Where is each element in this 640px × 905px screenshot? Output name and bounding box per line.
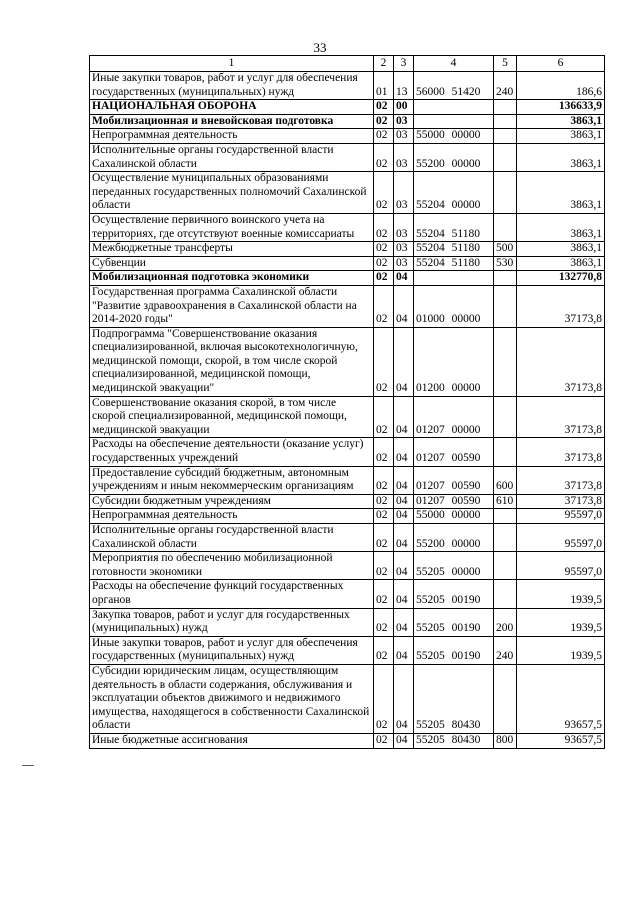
row-subsection-cell: 03 <box>394 213 414 241</box>
row-name-cell: Исполнительные органы государственной власти Сахалинской области <box>90 524 374 552</box>
row-subsection-cell: 04 <box>394 271 414 286</box>
row-section-cell: 02 <box>374 242 394 257</box>
row-subsection-cell: 04 <box>394 509 414 524</box>
row-type-cell <box>494 213 517 241</box>
row-name-cell: Субсидии бюджетным учреждениям <box>90 494 374 509</box>
row-code-cell: 55204 51180 <box>414 256 494 271</box>
row-type-cell: 240 <box>494 72 517 100</box>
table-row <box>90 72 605 100</box>
table-row <box>90 172 605 214</box>
margin-mark <box>22 765 34 767</box>
row-sum-cell: 1939,5 <box>517 636 605 664</box>
row-type-cell <box>494 552 517 580</box>
row-code-cell: 55205 00190 <box>414 580 494 608</box>
row-subsection-cell: 04 <box>394 494 414 509</box>
row-type-cell <box>494 172 517 214</box>
row-type-cell: 240 <box>494 636 517 664</box>
table-row <box>90 733 605 748</box>
row-section-cell: 02 <box>374 466 394 494</box>
row-sum-cell: 37173,8 <box>517 396 605 438</box>
row-code-cell: 55200 00000 <box>414 524 494 552</box>
row-subsection-cell: 03 <box>394 129 414 144</box>
row-code-cell: 55000 00000 <box>414 509 494 524</box>
row-subsection-cell: 04 <box>394 580 414 608</box>
row-type-cell: 610 <box>494 494 517 509</box>
row-name-cell: Субсидии юридическим лицам, осуществляющим деятельность в области содержания, обслуживания и эксплуатации объектов движимого и недвижимого имущества, находящегося в собственности Сахалинской области <box>90 664 374 733</box>
row-type-cell: 800 <box>494 733 517 748</box>
row-name-cell: Иные закупки товаров, работ и услуг для обеспечения государственных (муниципальных) нужд <box>90 636 374 664</box>
row-code-cell: 55204 51180 <box>414 213 494 241</box>
row-sum-cell: 1939,5 <box>517 608 605 636</box>
row-name-cell: Иные закупки товаров, работ и услуг для обеспечения государственных (муниципальных) нужд <box>90 72 374 100</box>
row-subsection-cell: 04 <box>394 438 414 466</box>
row-code-cell: 56000 51420 <box>414 72 494 100</box>
row-sum-cell: 37173,8 <box>517 438 605 466</box>
row-type-cell: 530 <box>494 256 517 271</box>
row-subsection-cell: 03 <box>394 143 414 171</box>
row-name-cell: Расходы на обеспечение функций государственных органов <box>90 580 374 608</box>
row-name-cell: Субвенции <box>90 256 374 271</box>
row-section-cell: 02 <box>374 552 394 580</box>
row-name-cell: Иные бюджетные ассигнования <box>90 733 374 748</box>
row-sum-cell: 37173,8 <box>517 466 605 494</box>
table-row <box>90 143 605 171</box>
row-sum-cell: 1939,5 <box>517 580 605 608</box>
row-section-cell: 02 <box>374 396 394 438</box>
row-code-cell: 55205 80430 <box>414 733 494 748</box>
row-sum-cell: 3863,1 <box>517 172 605 214</box>
row-type-cell <box>494 271 517 286</box>
row-section-cell: 02 <box>374 509 394 524</box>
row-code-cell: 55205 00000 <box>414 552 494 580</box>
table-row <box>90 271 605 286</box>
row-code-cell: 01207 00000 <box>414 396 494 438</box>
table-row <box>90 524 605 552</box>
row-section-cell: 02 <box>374 494 394 509</box>
row-subsection-cell: 04 <box>394 552 414 580</box>
row-section-cell: 02 <box>374 285 394 327</box>
row-section-cell: 02 <box>374 143 394 171</box>
row-subsection-cell: 13 <box>394 72 414 100</box>
row-code-cell: 01200 00000 <box>414 327 494 396</box>
row-type-cell <box>494 143 517 171</box>
table-row <box>90 438 605 466</box>
row-section-cell: 02 <box>374 129 394 144</box>
row-subsection-cell: 03 <box>394 172 414 214</box>
row-section-cell: 02 <box>374 438 394 466</box>
row-type-cell <box>494 580 517 608</box>
row-type-cell <box>494 524 517 552</box>
row-code-cell: 01000 00000 <box>414 285 494 327</box>
row-name-cell: Совершенствование оказания скорой, в том числе скорой специализированной, медицинской помощи, медицинской эвакуации <box>90 396 374 438</box>
header-col-2: 2 <box>374 56 394 72</box>
row-sum-cell: 3863,1 <box>517 242 605 257</box>
header-col-3: 3 <box>394 56 414 72</box>
row-section-cell: 02 <box>374 608 394 636</box>
table-row <box>90 327 605 396</box>
row-subsection-cell: 04 <box>394 524 414 552</box>
row-subsection-cell: 04 <box>394 285 414 327</box>
page-number: 33 <box>313 40 327 55</box>
row-name-cell: Мобилизационная подготовка экономики <box>90 271 374 286</box>
row-subsection-cell: 00 <box>394 100 414 115</box>
row-code-cell: 55204 51180 <box>414 242 494 257</box>
table-row <box>90 494 605 509</box>
row-type-cell <box>494 129 517 144</box>
row-name-cell: Непрограммная деятельность <box>90 509 374 524</box>
table-row <box>90 285 605 327</box>
row-name-cell: НАЦИОНАЛЬНАЯ ОБОРОНА <box>90 100 374 115</box>
table-row <box>90 242 605 257</box>
row-code-cell <box>414 100 494 115</box>
row-code-cell <box>414 271 494 286</box>
row-name-cell: Осуществление первичного воинского учета на территориях, где отсутствуют военные комиссариаты <box>90 213 374 241</box>
row-type-cell <box>494 327 517 396</box>
row-name-cell: Подпрограмма "Совершенствование оказания специализированной, включая высокотехнологичную, медицинской помощи, скорой, в том числе скорой специализированной, медицинской помощи, медицинской эвакуации" <box>90 327 374 396</box>
row-section-cell: 02 <box>374 327 394 396</box>
table-row <box>90 552 605 580</box>
header-col-5: 5 <box>494 56 517 72</box>
row-sum-cell: 132770,8 <box>517 271 605 286</box>
row-type-cell <box>494 396 517 438</box>
header-col-1: 1 <box>90 56 374 72</box>
row-name-cell: Непрограммная деятельность <box>90 129 374 144</box>
row-subsection-cell: 03 <box>394 242 414 257</box>
row-type-cell <box>494 664 517 733</box>
row-section-cell: 02 <box>374 524 394 552</box>
row-section-cell: 01 <box>374 72 394 100</box>
row-sum-cell: 3863,1 <box>517 114 605 129</box>
row-name-cell: Исполнительные органы государственной власти Сахалинской области <box>90 143 374 171</box>
row-subsection-cell: 04 <box>394 466 414 494</box>
table-row <box>90 664 605 733</box>
row-section-cell: 02 <box>374 733 394 748</box>
table-row <box>90 608 605 636</box>
row-name-cell: Мероприятия по обеспечению мобилизационной готовности экономики <box>90 552 374 580</box>
row-sum-cell: 37173,8 <box>517 327 605 396</box>
row-code-cell: 55205 00190 <box>414 608 494 636</box>
row-code-cell <box>414 114 494 129</box>
row-sum-cell: 37173,8 <box>517 494 605 509</box>
row-subsection-cell: 04 <box>394 636 414 664</box>
row-sum-cell: 95597,0 <box>517 524 605 552</box>
row-type-cell: 500 <box>494 242 517 257</box>
row-section-cell: 02 <box>374 172 394 214</box>
row-type-cell: 600 <box>494 466 517 494</box>
table-row <box>90 636 605 664</box>
row-code-cell: 55200 00000 <box>414 143 494 171</box>
row-subsection-cell: 04 <box>394 608 414 636</box>
row-code-cell: 55000 00000 <box>414 129 494 144</box>
row-type-cell <box>494 285 517 327</box>
row-sum-cell: 136633,9 <box>517 100 605 115</box>
table-row <box>90 509 605 524</box>
row-code-cell: 01207 00590 <box>414 494 494 509</box>
table-row <box>90 396 605 438</box>
row-sum-cell: 95597,0 <box>517 552 605 580</box>
row-type-cell: 200 <box>494 608 517 636</box>
row-subsection-cell: 04 <box>394 327 414 396</box>
row-code-cell: 55205 00190 <box>414 636 494 664</box>
table-row <box>90 114 605 129</box>
row-name-cell: Предоставление субсидий бюджетным, автономным учреждениям и иным некоммерческим организациям <box>90 466 374 494</box>
table-row <box>90 256 605 271</box>
row-name-cell: Закупка товаров, работ и услуг для государственных (муниципальных) нужд <box>90 608 374 636</box>
row-code-cell: 01207 00590 <box>414 466 494 494</box>
row-code-cell: 01207 00590 <box>414 438 494 466</box>
row-name-cell: Расходы на обеспечение деятельности (оказание услуг) государственных учреждений <box>90 438 374 466</box>
table-row <box>90 100 605 115</box>
row-sum-cell: 186,6 <box>517 72 605 100</box>
table-row <box>90 580 605 608</box>
row-sum-cell: 93657,5 <box>517 664 605 733</box>
row-name-cell: Государственная программа Сахалинской области "Развитие здравоохранения в Сахалинской области на 2014-2020 годы" <box>90 285 374 327</box>
row-sum-cell: 3863,1 <box>517 213 605 241</box>
row-subsection-cell: 04 <box>394 396 414 438</box>
row-sum-cell: 95597,0 <box>517 509 605 524</box>
row-section-cell: 02 <box>374 580 394 608</box>
table-row <box>90 213 605 241</box>
row-sum-cell: 3863,1 <box>517 256 605 271</box>
table-row <box>90 466 605 494</box>
row-type-cell <box>494 114 517 129</box>
row-section-cell: 02 <box>374 636 394 664</box>
row-sum-cell: 93657,5 <box>517 733 605 748</box>
row-section-cell: 02 <box>374 213 394 241</box>
table-header-row <box>90 56 605 72</box>
row-type-cell <box>494 438 517 466</box>
row-name-cell: Межбюджетные трансферты <box>90 242 374 257</box>
row-section-cell: 02 <box>374 100 394 115</box>
budget-table <box>89 55 605 749</box>
row-section-cell: 02 <box>374 256 394 271</box>
row-name-cell: Осуществление муниципальных образованиями переданных государственных полномочий Сахалинской области <box>90 172 374 214</box>
row-sum-cell: 37173,8 <box>517 285 605 327</box>
row-sum-cell: 3863,1 <box>517 129 605 144</box>
row-section-cell: 02 <box>374 114 394 129</box>
row-type-cell <box>494 100 517 115</box>
row-subsection-cell: 04 <box>394 664 414 733</box>
header-col-6: 6 <box>517 56 605 72</box>
row-section-cell: 02 <box>374 664 394 733</box>
row-code-cell: 55204 00000 <box>414 172 494 214</box>
budget-table-body <box>90 56 605 749</box>
row-code-cell: 55205 80430 <box>414 664 494 733</box>
row-sum-cell: 3863,1 <box>517 143 605 171</box>
row-subsection-cell: 03 <box>394 114 414 129</box>
row-subsection-cell: 03 <box>394 256 414 271</box>
header-col-4: 4 <box>414 56 494 72</box>
table-row <box>90 129 605 144</box>
row-section-cell: 02 <box>374 271 394 286</box>
row-type-cell <box>494 509 517 524</box>
row-name-cell: Мобилизационная и вневойсковая подготовка <box>90 114 374 129</box>
row-subsection-cell: 04 <box>394 733 414 748</box>
